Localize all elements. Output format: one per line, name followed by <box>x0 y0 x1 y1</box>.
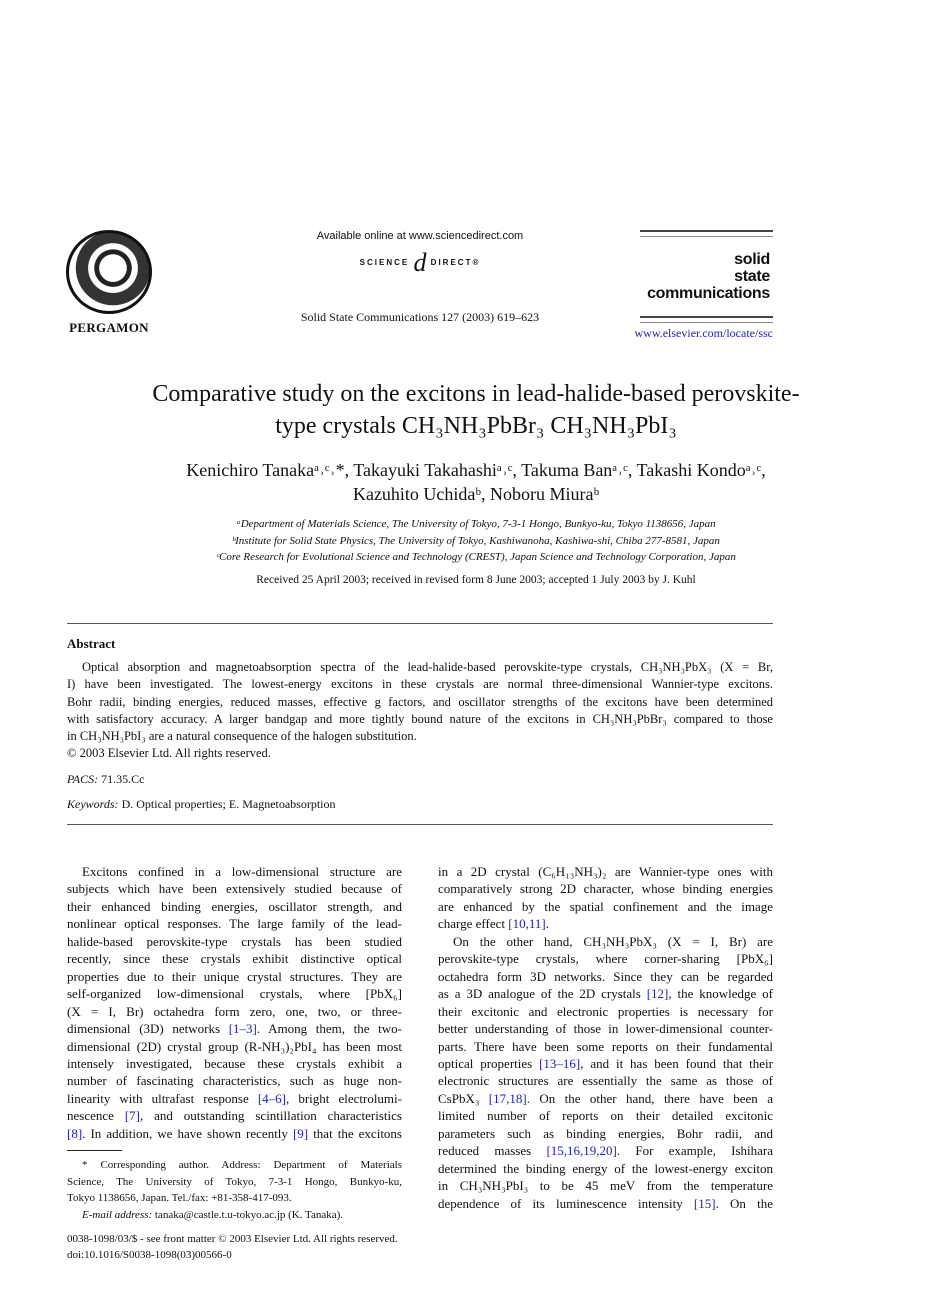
footnote-email <box>67 1207 402 1224</box>
citation-link[interactable]: [15] <box>693 1195 716 1211</box>
pergamon-logo <box>66 230 152 336</box>
footnote-line: * Corresponding author. Address: Department of Materials <box>82 1159 402 1171</box>
citation-link[interactable]: [4–6] <box>257 1090 286 1106</box>
body-line: properties due to their unique crystal structures. They are <box>67 968 402 984</box>
abstract-body <box>67 659 773 763</box>
article-title <box>40 378 912 442</box>
divider <box>67 623 773 624</box>
body-line: comparatively strong 2D character, whose binding energies <box>438 881 773 897</box>
body-line: nescence [7], and outstanding scintillation characteristics <box>67 1108 402 1124</box>
affiliation: ᶜCore Research for Evolutional Science and Technology (CREST), Japan Science and Technology Corporation, Japan <box>216 551 736 563</box>
journal-citation: Solid State Communications 127 (2003) 619–623 <box>300 310 540 324</box>
pacs <box>67 772 144 787</box>
citation-link[interactable]: [13–16] <box>539 1055 581 1071</box>
pacs-value: 71.35.Cc <box>101 772 145 786</box>
body-line: self-organized low-dimensional crystals, where [PbX₆] <box>67 986 402 1002</box>
citation-link[interactable]: [10,11] <box>508 916 546 932</box>
abstract-line: I) have been investigated. The lowest-energy excitons in these crystals are normal three-dimensional Wannier-type excitons. <box>67 677 773 692</box>
body-line: parameters such as binding energies, Bohr radii, and <box>438 1125 773 1141</box>
body-line: as a 3D analogue of the 2D crystals [12], the knowledge of <box>438 986 773 1002</box>
body-line: their enhanced binding energies, oscillator strength, and <box>67 898 402 914</box>
citation-link[interactable]: [9] <box>292 1125 309 1141</box>
athena-medallion-icon <box>66 230 152 314</box>
body-line: dimensional (3D) networks [1–3]. Among them, the two- <box>67 1021 402 1037</box>
affiliation: ᵃDepartment of Materials Science, The University of Tokyo, 7-3-1 Hongo, Bunkyo-ku, Tokyo 1138656, Japan <box>236 518 716 530</box>
body-line: linearity with ultrafast response [4–6], bright electrolumi- <box>67 1090 402 1106</box>
citation-link[interactable]: [12] <box>646 986 669 1002</box>
journal-url-link[interactable]: www.elsevier.com/locate/ssc <box>634 326 773 340</box>
body-line: subjects which have been extensively studied because of <box>67 881 402 897</box>
logo-word: solid <box>734 251 770 268</box>
affiliations <box>40 516 912 566</box>
body-line: octahedra form 3D networks. Since they can be regarded <box>438 968 773 984</box>
body-line: Excitons confined in a low-dimensional structure are <box>82 864 402 879</box>
body-column-right <box>438 863 773 1212</box>
received-dates: Received 25 April 2003; received in revised form 8 June 2003; accepted 1 July 2003 by J. Kuhl <box>256 574 696 586</box>
email-label: E-mail address: <box>82 1208 153 1221</box>
abstract-line: with satisfactory accuracy. A larger bandgap and more tightly bound nature of the excitons in CH₃NH₃PbBr₃ compared to those <box>67 711 773 726</box>
logo-word: state <box>734 268 770 285</box>
body-line: better understanding of those in lower-dimensional counter- <box>438 1021 773 1037</box>
body-line: limited number of reports on their detailed excitonic <box>438 1108 773 1124</box>
body-line: intensely investigated, because these crystals exhibit a <box>67 1055 402 1071</box>
pacs-label: PACS: <box>67 772 99 786</box>
logo-text-science: SCIENCE <box>359 258 410 268</box>
author-list <box>40 458 912 506</box>
abstract-line: Bohr radii, binding energies, reduced masses, effective g factors, and oscillator strengths of the excitons have been determined <box>67 694 773 709</box>
keywords-label: Keywords: <box>67 797 119 811</box>
body-line: determined the binding energy of the lowest-energy exciton <box>438 1160 773 1176</box>
abstract-line: in CH₃NH₃PbI₃ are a natural consequence of the halogen substitution. <box>67 729 417 744</box>
doi[interactable]: doi:10.1016/S0038-1098(03)00566-0 <box>67 1249 232 1261</box>
affiliation: ᵇInstitute for Solid State Physics, The University of Tokyo, Kashiwanoha, Kashiwa-shi, Chiba 277-8581, Japan <box>232 534 720 547</box>
body-line: CsPbX₃ [17,18]. On the other hand, there have been a <box>438 1090 773 1106</box>
logo-text-direct: DIRECT® <box>430 258 481 268</box>
body-line: perovskite-type crystals, where corner-sharing [PbX₆] <box>438 951 773 967</box>
footnote-line: Tokyo 1138656, Japan. Tel./fax: +81-358-417-093. <box>67 1192 292 1204</box>
body-line: are enhanced by the spatial confinement and the image <box>438 898 773 914</box>
body-line: their excitonic and electronic properties is necessary for <box>438 1003 773 1019</box>
body-line: parts. There have been some reports on their fundamental <box>438 1038 773 1054</box>
body-line: On the other hand, CH₃NH₃PbX₃ (X = I, Br) are <box>453 933 773 949</box>
available-online-text: Available online at www.sciencedirect.com <box>316 230 524 242</box>
author-line: Kazuhito Uchidaᵇ, Noboru Miuraᵇ <box>352 484 600 504</box>
footnote-rule <box>67 1150 122 1151</box>
journal-logo <box>640 230 773 323</box>
body-line: in a 2D crystal (C₆H₁₃NH₃)₂ are Wannier-type ones with <box>438 864 773 879</box>
body-line: dependence of its luminescence intensity [15]. On the <box>438 1195 773 1211</box>
copyright-line: © 2003 Elsevier Ltd. All rights reserved. <box>67 746 271 761</box>
body-line: nonlinear optical responses. The large family of the lead- <box>67 916 402 932</box>
citation-link[interactable]: [8] <box>67 1125 83 1141</box>
author-line: Kenichiro Tanakaᵃ˒ᶜ˒*, Takayuki Takahashiᵃ˒ᶜ, Takuma Banᵃ˒ᶜ, Takashi Kondoᵃ˒ᶜ, <box>186 460 766 480</box>
abstract-heading: Abstract <box>67 636 116 651</box>
body-column-left <box>67 863 402 1142</box>
body-line: dimensional (2D) crystal group (R-NH₃)₂PbI₄ has been most <box>67 1038 402 1054</box>
footnote-line: Science, The University of Tokyo, 7-3-1 Hongo, Bunkyo-ku, <box>67 1175 402 1188</box>
body-line: optical properties [13–16], and it has been found that their <box>438 1055 773 1071</box>
logo-rule <box>640 316 773 323</box>
citation-link[interactable]: [17,18] <box>488 1090 527 1106</box>
logo-word: communications <box>647 285 770 302</box>
title-line: type crystals CH₃NH₃PbBr₃ CH₃NH₃PbI₃ <box>275 413 677 439</box>
body-line: recently, since these crystals exhibit distinctive optical <box>67 951 402 967</box>
keywords <box>67 797 336 812</box>
logo-at-icon: d <box>413 248 427 277</box>
footnote <box>67 1157 402 1223</box>
body-line: in CH₃NH₃PbI₃ to be 45 meV from the temperature <box>438 1178 773 1194</box>
publisher-name: PERGAMON <box>69 320 149 335</box>
sciencedirect-logo <box>300 248 540 278</box>
citation-link[interactable]: [7] <box>124 1108 140 1124</box>
body-line: electronic structures are essentially the same as those of <box>438 1073 773 1089</box>
logo-rule <box>640 230 773 237</box>
body-line: halide-based perovskite-type crystals has been studied <box>67 933 402 949</box>
body-line: reduced masses [15,16,19,20]. For example, Ishihara <box>438 1143 774 1159</box>
body-line: (X = I, Br) octahedra form zero, one, two, or three- <box>67 1003 402 1019</box>
email-address[interactable]: tanaka@castle.t.u-tokyo.ac.jp (K. Tanaka). <box>154 1208 344 1221</box>
page-footer <box>67 1231 398 1263</box>
body-line: number of fascinating characteristics, such as huge non- <box>67 1073 402 1089</box>
body-line: [8]. In addition, we have shown recently [9] that the excitons <box>67 1125 402 1141</box>
sciencedirect-banner <box>300 230 540 278</box>
citation-link[interactable]: [15,16,19,20] <box>546 1143 617 1159</box>
body-line: charge effect [10,11]. <box>438 916 549 932</box>
divider <box>67 824 773 825</box>
abstract-line: Optical absorption and magnetoabsorption spectra of the lead-halide-based perovskite-type crystals, CH₃NH₃PbX₃ (X = Br, <box>82 660 773 674</box>
keywords-value: D. Optical properties; E. Magnetoabsorption <box>121 797 336 811</box>
front-matter: 0038-1098/03/$ - see front matter © 2003 Elsevier Ltd. All rights reserved. <box>67 1233 398 1245</box>
title-line: Comparative study on the excitons in lead-halide-based perovskite- <box>152 381 800 407</box>
citation-link[interactable]: [1–3] <box>228 1021 257 1037</box>
